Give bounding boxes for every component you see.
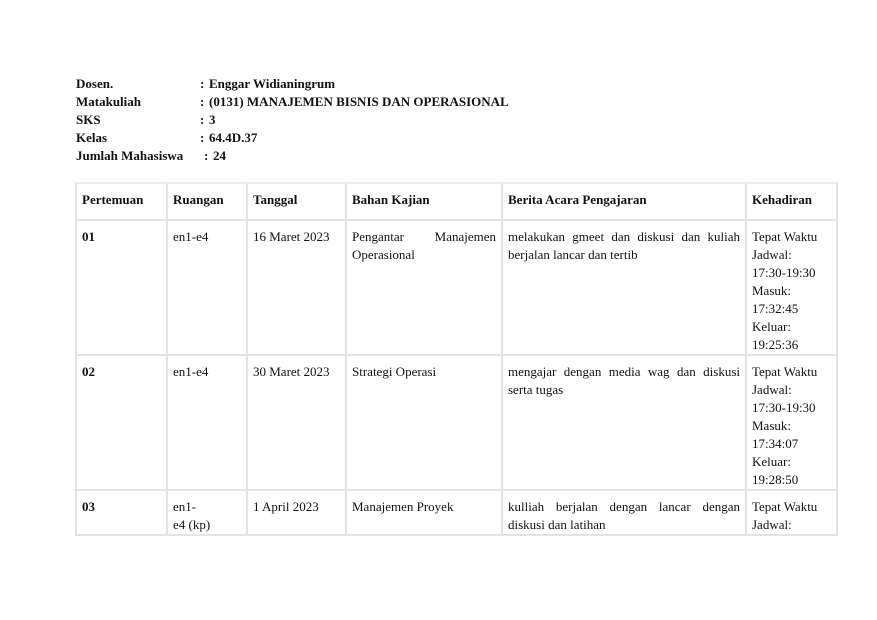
bahan-kajian-cell: Pengantar Manajemen Operasional xyxy=(347,221,503,356)
kehadiran-status: Tepat Waktu xyxy=(752,229,818,244)
column-header-pertemuan: Pertemuan xyxy=(75,182,168,221)
sks-label: SKS xyxy=(76,112,101,127)
jadwal-label: Jadwal: xyxy=(752,247,792,262)
separator: : xyxy=(200,130,205,145)
jadwal-label: Jadwal: xyxy=(752,382,792,397)
course-info xyxy=(76,75,509,165)
keluar-label: Keluar: xyxy=(752,454,791,469)
dosen-value: Enggar Widianingrum xyxy=(209,76,336,91)
jumlah-mahasiswa-row xyxy=(76,147,509,165)
jumlah-mahasiswa-value: 24 xyxy=(213,148,226,163)
tanggal-cell: 16 Maret 2023 xyxy=(248,221,347,356)
kelas-row xyxy=(76,129,509,147)
table-row xyxy=(75,221,838,356)
column-header-tanggal: Tanggal xyxy=(248,182,347,221)
ruangan-cell: en1-e4 xyxy=(168,356,248,491)
table-row xyxy=(75,491,838,536)
separator: : xyxy=(200,76,205,91)
kelas-label: Kelas xyxy=(76,130,108,145)
jumlah-mahasiswa-label: Jumlah Mahasiswa xyxy=(76,148,184,163)
kehadiran-cell xyxy=(747,356,838,491)
pertemuan-cell: 01 xyxy=(75,221,168,356)
matakuliah-label: Matakuliah xyxy=(76,94,142,109)
separator: : xyxy=(204,148,209,163)
sks-row xyxy=(76,111,509,129)
matakuliah-row xyxy=(76,93,509,111)
table-row xyxy=(75,356,838,491)
table-header-row xyxy=(75,182,838,221)
matakuliah-value: (0131) MANAJEMEN BISNIS DAN OPERASIONAL xyxy=(209,94,509,109)
berita-acara-cell: melakukan gmeet dan diskusi dan kuliah berjalan lancar dan tertib xyxy=(503,221,747,356)
column-header-bahan-kajian: Bahan Kajian xyxy=(347,182,503,221)
jadwal-value: 17:30-19:30 xyxy=(752,265,816,280)
tanggal-cell: 30 Maret 2023 xyxy=(248,356,347,491)
pertemuan-cell: 03 xyxy=(75,491,168,536)
ruangan-cell xyxy=(168,491,248,536)
attendance-table xyxy=(75,182,838,536)
dosen-label: Dosen. xyxy=(76,76,114,91)
separator: : xyxy=(200,94,205,109)
masuk-label: Masuk: xyxy=(752,418,791,433)
kehadiran-status: Tepat Waktu xyxy=(752,499,818,514)
masuk-value: 17:34:07 xyxy=(752,436,799,451)
kelas-value: 64.4D.37 xyxy=(209,130,258,145)
keluar-value: 19:25:36 xyxy=(752,337,799,352)
column-header-berita-acara: Berita Acara Pengajaran xyxy=(503,182,747,221)
kehadiran-status: Tepat Waktu xyxy=(752,364,818,379)
ruangan-line: en1- xyxy=(173,499,197,514)
keluar-label: Keluar: xyxy=(752,319,791,334)
kehadiran-cell xyxy=(747,221,838,356)
ruangan-cell: en1-e4 xyxy=(168,221,248,356)
column-header-kehadiran: Kehadiran xyxy=(747,182,838,221)
ruangan-line: e4 (kp) xyxy=(173,517,211,532)
masuk-label: Masuk: xyxy=(752,283,791,298)
berita-acara-cell: kulliah berjalan dengan lancar dengan diskusi dan latihan xyxy=(503,491,747,536)
sks-value: 3 xyxy=(209,112,216,127)
keluar-value: 19:28:50 xyxy=(752,472,799,487)
berita-acara-cell: mengajar dengan media wag dan diskusi serta tugas xyxy=(503,356,747,491)
tanggal-cell: 1 April 2023 xyxy=(248,491,347,536)
jadwal-label: Jadwal: xyxy=(752,517,792,532)
dosen-row xyxy=(76,75,509,93)
jadwal-value: 17:30-19:30 xyxy=(752,400,816,415)
separator: : xyxy=(200,112,205,127)
kehadiran-cell xyxy=(747,491,838,536)
column-header-ruangan: Ruangan xyxy=(168,182,248,221)
masuk-value: 17:32:45 xyxy=(752,301,799,316)
bahan-kajian-cell: Manajemen Proyek xyxy=(347,491,503,536)
bahan-kajian-cell: Strategi Operasi xyxy=(347,356,503,491)
pertemuan-cell: 02 xyxy=(75,356,168,491)
